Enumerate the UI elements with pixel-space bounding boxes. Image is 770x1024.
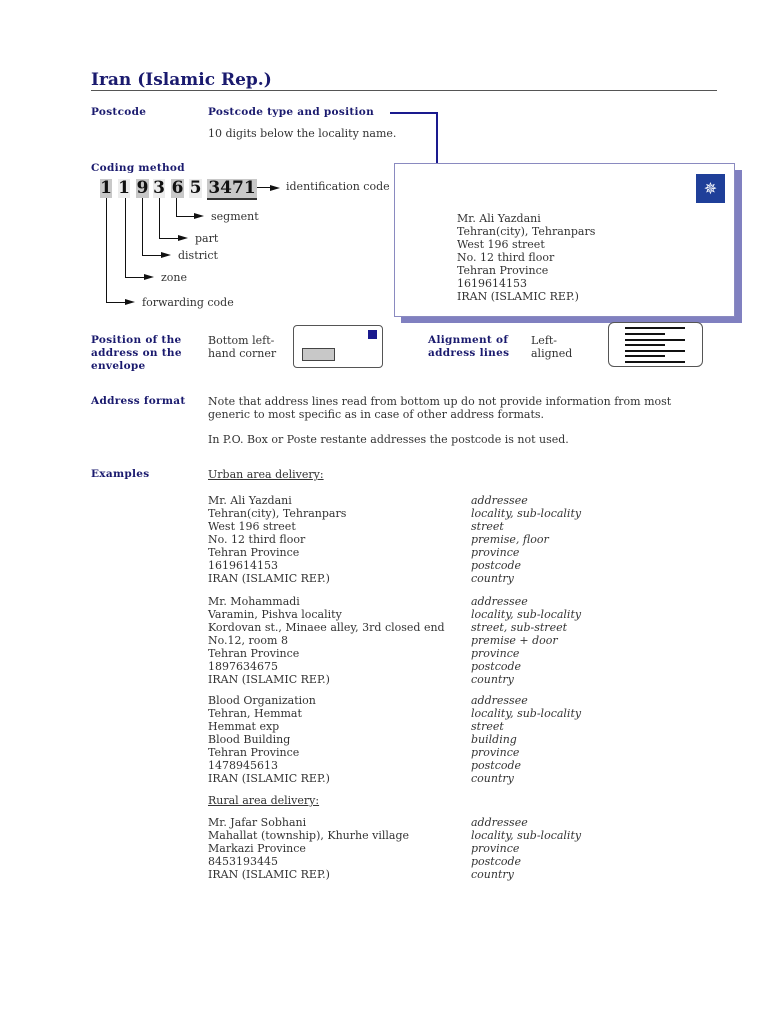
example-annotations: [471, 595, 581, 686]
arrow-icon: [270, 185, 280, 191]
example-line-annotation: locality, sub-locality: [471, 507, 582, 520]
example-address-line: 1619614153: [208, 559, 278, 572]
example-line-annotation: province: [471, 546, 520, 559]
envelope-address-line: No. 12 third floor: [457, 251, 555, 264]
segment-label: segment: [211, 210, 259, 223]
postcode-description: 10 digits below the locality name.: [208, 127, 397, 140]
example-address-line: Mahallat (township), Khurhe village: [208, 829, 409, 842]
alignment-value: Left-aligned: [531, 334, 573, 360]
example-annotations: [471, 816, 581, 881]
part-label: part: [195, 232, 219, 245]
example-line-annotation: country: [471, 772, 514, 785]
example-address-line: Mr. Mohammadi: [208, 595, 300, 608]
zone-label: zone: [161, 271, 188, 284]
envelope-address-line: Mr. Ali Yazdani: [457, 212, 541, 225]
digit-forwarding: 1: [100, 178, 112, 198]
format-note: Note that address lines read from bottom up do not provide information from most generic to most specific as in case of other address formats.: [208, 395, 672, 421]
example-line-annotation: premise + door: [471, 634, 558, 647]
digit-zone: 1: [118, 178, 130, 198]
example-line-annotation: postcode: [471, 759, 522, 772]
arrow-icon: [125, 299, 135, 305]
example-line-annotation: country: [471, 868, 514, 881]
envelope-address-line: Tehran Province: [457, 264, 549, 277]
title-rule: [91, 90, 717, 91]
stamp-icon: ✵: [696, 174, 725, 203]
envelope-address-line: IRAN (ISLAMIC REP.): [457, 290, 579, 303]
envelope-position-icon: [293, 325, 383, 368]
digit-segment: 6: [171, 178, 184, 198]
example-line-annotation: province: [471, 842, 520, 855]
arrow-icon: [144, 274, 154, 280]
example-line-annotation: postcode: [471, 855, 522, 868]
example-annotations: [471, 694, 581, 785]
example-address-line: Tehran Province: [208, 546, 300, 559]
example-line-annotation: street: [471, 720, 504, 733]
rural-heading: Rural area delivery:: [208, 794, 320, 807]
example-address-line: Varamin, Pishva locality: [208, 608, 342, 621]
example-annotations: [471, 494, 581, 585]
postcode-type-label: Postcode type and position: [208, 106, 375, 118]
example-line-annotation: premise, floor: [471, 533, 549, 546]
arrow-icon: [161, 252, 171, 258]
digit-part: 3: [153, 178, 165, 198]
position-value: Bottom left-hand corner: [208, 334, 277, 360]
identification-code-label: identification code: [286, 180, 390, 193]
coding-method-label: Coding method: [91, 162, 185, 174]
example-address-line: IRAN (ISLAMIC REP.): [208, 673, 330, 686]
arrow-icon: [194, 213, 204, 219]
example-address-line: IRAN (ISLAMIC REP.): [208, 572, 330, 585]
example-line-annotation: province: [471, 746, 520, 759]
digit-district: 9: [136, 178, 149, 198]
envelope-address-line: Tehran(city), Tehranpars: [457, 225, 596, 238]
example-line-annotation: province: [471, 647, 520, 660]
page-title: Iran (Islamic Rep.): [91, 70, 272, 90]
example-address-line: West 196 street: [208, 520, 296, 533]
example-line-annotation: building: [471, 733, 517, 746]
example-address-line: Mr. Ali Yazdani: [208, 494, 292, 507]
example-address-line: Tehran Province: [208, 647, 300, 660]
envelope-address-line: 1619614153: [457, 277, 527, 290]
example-address-line: Mr. Jafar Sobhani: [208, 816, 307, 829]
example-address-line: IRAN (ISLAMIC REP.): [208, 868, 330, 881]
example-line-annotation: country: [471, 673, 514, 686]
example-address-line: IRAN (ISLAMIC REP.): [208, 772, 330, 785]
example-address: [208, 595, 445, 686]
example-address-line: 1478945613: [208, 759, 278, 772]
example-address-line: 8453193445: [208, 855, 278, 868]
example-line-annotation: locality, sub-locality: [471, 829, 582, 842]
example-address-line: Blood Organization: [208, 694, 316, 707]
examples-label: Examples: [91, 468, 150, 480]
example-address-line: Tehran, Hemmat: [208, 707, 302, 720]
example-address-line: No. 12 third floor: [208, 533, 306, 546]
po-note: In P.O. Box or Poste restante addresses the postcode is not used.: [208, 433, 569, 446]
digit-5: 5: [189, 178, 202, 198]
envelope-address: [457, 212, 595, 303]
example-line-annotation: locality, sub-locality: [471, 608, 582, 621]
example-address: [208, 816, 409, 881]
digit-identification: 3471: [208, 178, 256, 198]
example-line-annotation: addressee: [471, 595, 528, 608]
example-line-annotation: addressee: [471, 816, 528, 829]
forwarding-code-label: forwarding code: [142, 296, 234, 309]
position-label: Position of the address on the envelope: [91, 334, 182, 372]
arrow-icon: [178, 235, 188, 241]
example-address-line: Hemmat exp: [208, 720, 280, 733]
example-address: [208, 694, 330, 785]
example-line-annotation: street: [471, 520, 504, 533]
district-label: district: [178, 249, 218, 262]
alignment-label: Alignment of address lines: [428, 334, 510, 359]
example-address-line: 1897634675: [208, 660, 278, 673]
example-address-line: Tehran Province: [208, 746, 300, 759]
example-line-annotation: postcode: [471, 559, 522, 572]
address-format-label: Address format: [91, 395, 186, 407]
left-aligned-icon: [608, 322, 703, 367]
envelope-address-line: West 196 street: [457, 238, 545, 251]
example-address-line: Tehran(city), Tehranpars: [208, 507, 347, 520]
example-address-line: Markazi Province: [208, 842, 306, 855]
example-line-annotation: locality, sub-locality: [471, 707, 582, 720]
urban-heading: Urban area delivery:: [208, 468, 324, 481]
example-line-annotation: addressee: [471, 694, 528, 707]
example-line-annotation: country: [471, 572, 514, 585]
postcode-label: Postcode: [91, 106, 147, 118]
pointer-line: [390, 112, 438, 114]
example-address-line: Kordovan st., Minaee alley, 3rd closed end: [208, 621, 445, 634]
example-line-annotation: street, sub-street: [471, 621, 568, 634]
example-address-line: No.12, room 8: [208, 634, 288, 647]
example-address-line: Blood Building: [208, 733, 291, 746]
example-line-annotation: addressee: [471, 494, 528, 507]
example-line-annotation: postcode: [471, 660, 522, 673]
example-address: [208, 494, 346, 585]
